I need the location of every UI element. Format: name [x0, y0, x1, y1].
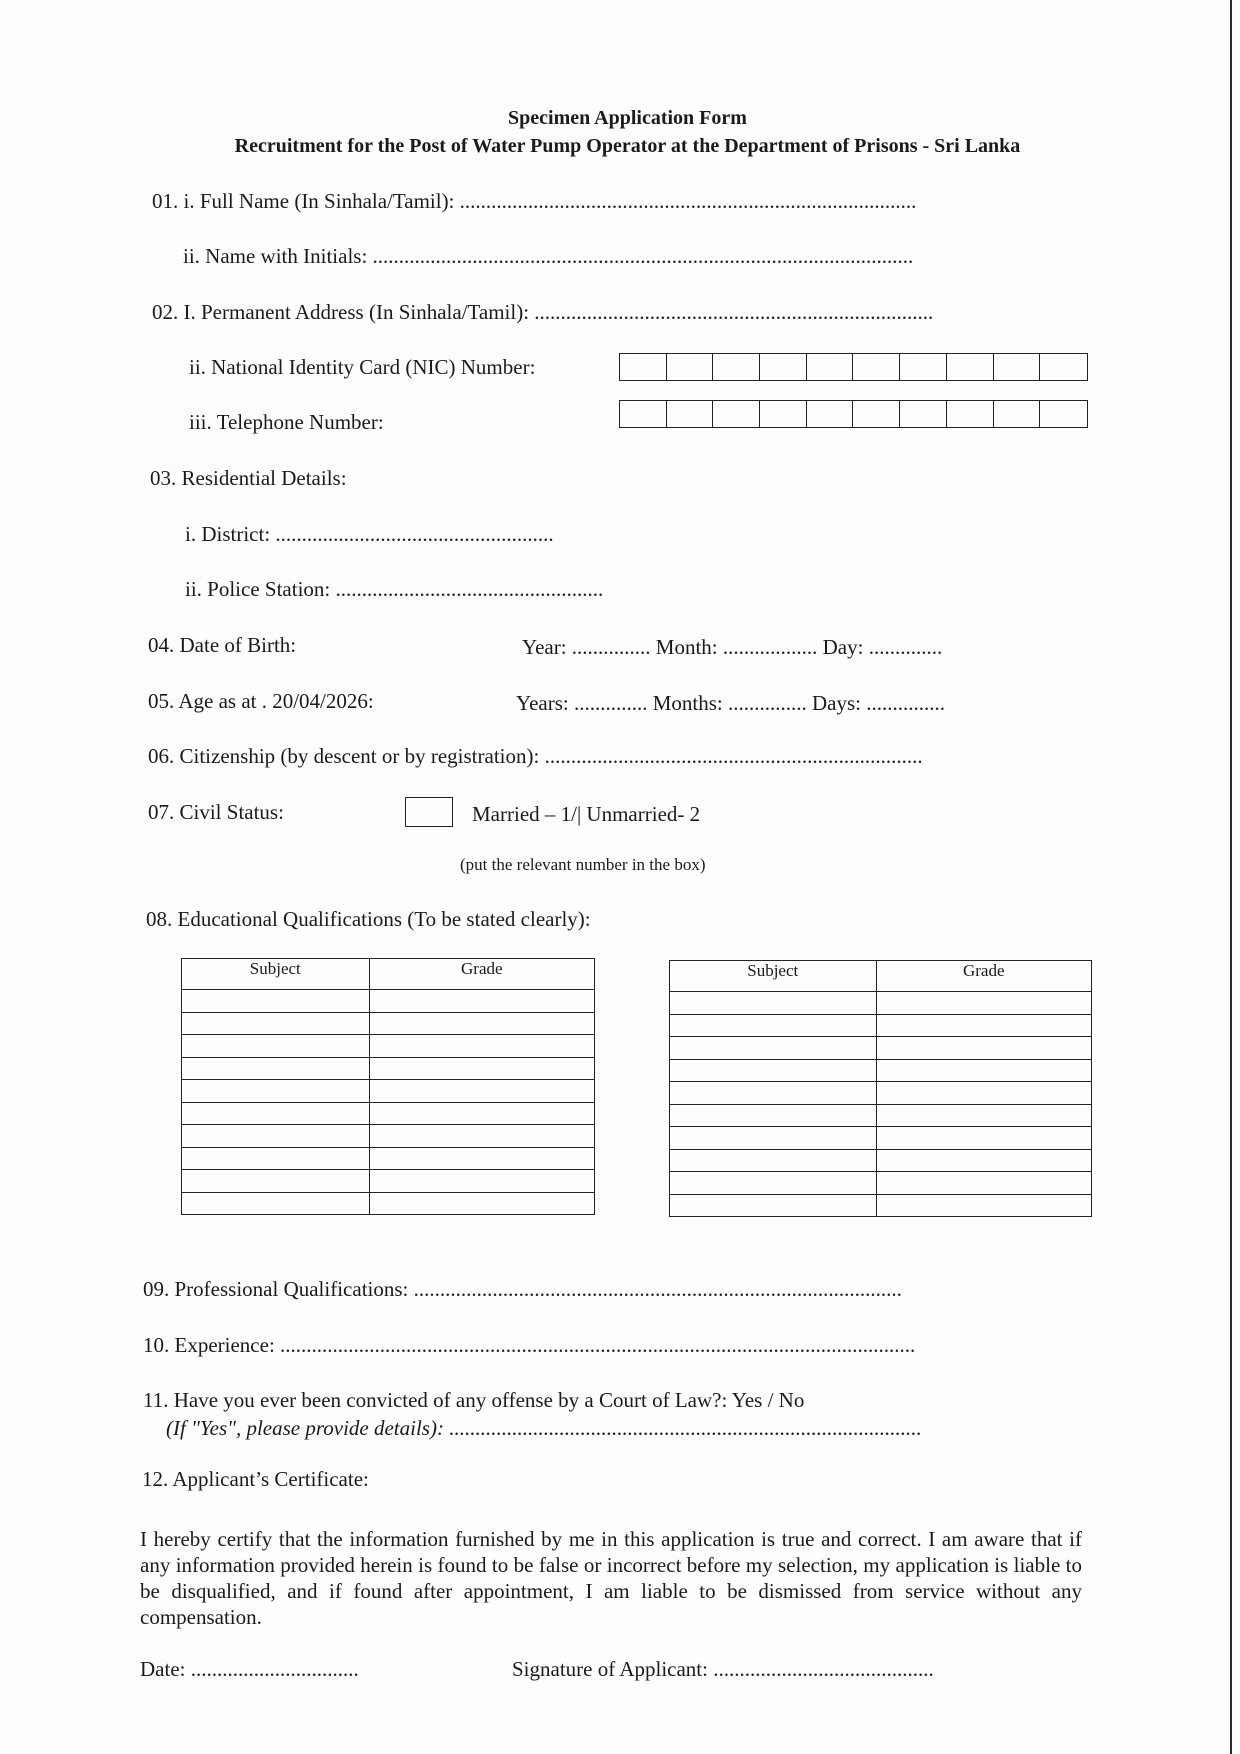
telephone-label: iii. Telephone Number: — [189, 410, 384, 434]
professional-qualifications-field[interactable]: 09. Professional Qualifications: ............................................................................................. — [143, 1277, 902, 1301]
grade-cell[interactable] — [876, 1037, 1091, 1060]
experience-field[interactable]: 10. Experience: ......................................................................................................................... — [143, 1333, 916, 1357]
table-row[interactable] — [670, 1059, 1092, 1082]
subject-cell[interactable] — [182, 1192, 370, 1215]
subject-cell[interactable] — [670, 1194, 877, 1217]
grade-cell[interactable] — [876, 1149, 1091, 1172]
subject-cell[interactable] — [670, 1059, 877, 1082]
subject-cell[interactable] — [182, 990, 370, 1013]
grade-cell[interactable] — [369, 1012, 594, 1035]
subject-cell[interactable] — [182, 1170, 370, 1193]
table-row[interactable] — [182, 1192, 595, 1215]
table-row[interactable] — [670, 1104, 1092, 1127]
subject-cell[interactable] — [182, 1147, 370, 1170]
table-row[interactable] — [182, 1035, 595, 1058]
table-row[interactable] — [182, 990, 595, 1013]
telephone-digit-box[interactable] — [853, 401, 900, 427]
form-subtitle: Recruitment for the Post of Water Pump Operator at the Department of Prisons - Sri Lanka — [234, 135, 1021, 157]
conviction-details-field[interactable]: (If "Yes", please provide details): .......................................................................................... — [166, 1416, 922, 1440]
telephone-digit-box[interactable] — [900, 401, 947, 427]
telephone-digit-box[interactable] — [760, 401, 807, 427]
education-table-left[interactable] — [181, 958, 595, 1215]
subject-cell[interactable] — [182, 1102, 370, 1125]
telephone-digit-box[interactable] — [713, 401, 760, 427]
subject-column-header: Subject — [182, 959, 370, 990]
table-row[interactable] — [182, 1147, 595, 1170]
subject-cell[interactable] — [670, 1149, 877, 1172]
grade-cell[interactable] — [369, 1147, 594, 1170]
table-row[interactable] — [670, 1014, 1092, 1037]
subject-cell[interactable] — [670, 1014, 877, 1037]
table-row[interactable] — [182, 1170, 595, 1193]
grade-cell[interactable] — [876, 1059, 1091, 1082]
grade-cell[interactable] — [876, 1172, 1091, 1195]
nic-label: ii. National Identity Card (NIC) Number: — [189, 355, 536, 379]
table-row[interactable] — [182, 1012, 595, 1035]
grade-cell[interactable] — [876, 1082, 1091, 1105]
nic-digit-box[interactable] — [807, 354, 854, 380]
nic-digit-box[interactable] — [994, 354, 1041, 380]
residential-details-heading: 03. Residential Details: — [150, 466, 347, 490]
subject-cell[interactable] — [670, 1037, 877, 1060]
nic-digit-box[interactable] — [900, 354, 947, 380]
subject-cell[interactable] — [670, 1127, 877, 1150]
nic-digit-box[interactable] — [947, 354, 994, 380]
grade-cell[interactable] — [876, 992, 1091, 1015]
grade-cell[interactable] — [369, 1057, 594, 1080]
table-row[interactable] — [182, 1057, 595, 1080]
nic-digit-box[interactable] — [853, 354, 900, 380]
nic-digit-box[interactable] — [1040, 354, 1087, 380]
grade-cell[interactable] — [876, 1104, 1091, 1127]
table-row[interactable] — [670, 992, 1092, 1015]
age-label: 05. Age as at . 20/04/2026: — [148, 689, 374, 713]
signature-field[interactable]: Signature of Applicant: .......................................... — [512, 1657, 934, 1681]
district-field[interactable]: i. District: ..................................................... — [185, 522, 554, 546]
table-row[interactable] — [670, 1194, 1092, 1217]
education-table-right[interactable] — [669, 960, 1092, 1217]
table-row[interactable] — [182, 1102, 595, 1125]
table-row[interactable] — [670, 1149, 1092, 1172]
full-name-field[interactable]: 01. i. Full Name (In Sinhala/Tamil): ....................................................................................... — [152, 189, 917, 213]
nic-digit-box[interactable] — [620, 354, 667, 380]
scan-edge-line — [1230, 0, 1232, 1754]
grade-cell[interactable] — [369, 1125, 594, 1148]
date-of-birth-label: 04. Date of Birth: — [148, 633, 297, 657]
telephone-number-boxes[interactable] — [619, 400, 1088, 428]
table-row[interactable] — [670, 1037, 1092, 1060]
grade-cell[interactable] — [369, 990, 594, 1013]
nic-number-boxes[interactable] — [619, 353, 1088, 381]
name-with-initials-field[interactable]: ii. Name with Initials: ....................................................................................................... — [183, 244, 914, 268]
nic-digit-box[interactable] — [667, 354, 714, 380]
date-field[interactable]: Date: ................................ — [140, 1657, 359, 1681]
table-row[interactable] — [670, 1082, 1092, 1105]
subject-cell[interactable] — [182, 1035, 370, 1058]
applicant-certificate-heading: 12. Applicant’s Certificate: — [142, 1467, 369, 1491]
telephone-digit-box[interactable] — [807, 401, 854, 427]
subject-cell[interactable] — [182, 1012, 370, 1035]
citizenship-field[interactable]: 06. Citizenship (by descent or by registration): ........................................................................ — [148, 744, 923, 768]
table-row[interactable] — [670, 1127, 1092, 1150]
nic-digit-box[interactable] — [713, 354, 760, 380]
telephone-digit-box[interactable] — [994, 401, 1041, 427]
subject-cell[interactable] — [182, 1125, 370, 1148]
form-title: Specimen Application Form — [508, 107, 747, 129]
subject-cell[interactable] — [670, 992, 877, 1015]
civil-status-label: 07. Civil Status: — [148, 800, 284, 824]
grade-cell[interactable] — [876, 1194, 1091, 1217]
grade-cell[interactable] — [369, 1192, 594, 1215]
conviction-question[interactable]: 11. Have you ever been convicted of any offense by a Court of Law?: Yes / No — [143, 1388, 805, 1412]
grade-cell[interactable] — [369, 1080, 594, 1103]
table-header-row — [182, 959, 595, 990]
grade-cell[interactable] — [369, 1035, 594, 1058]
telephone-digit-box[interactable] — [947, 401, 994, 427]
age-fields[interactable]: Years: .............. Months: ............... Days: ............... — [516, 691, 945, 715]
certificate-paragraph: I hereby certify that the information furnished by me in this application is true and correct. I am aware that if any information provided herein is found to be false or incorrect before my selection, my application is liable to be disqualified, and if found after appointment, I am liable to be dismissed from service without any compensation. — [140, 1527, 1082, 1629]
grade-cell[interactable] — [369, 1102, 594, 1125]
table-row[interactable] — [182, 1080, 595, 1103]
grade-cell[interactable] — [876, 1127, 1091, 1150]
educational-qualifications-heading: 08. Educational Qualifications (To be stated clearly): — [146, 907, 591, 931]
table-row[interactable] — [182, 1125, 595, 1148]
subject-cell[interactable] — [670, 1104, 877, 1127]
telephone-digit-box[interactable] — [620, 401, 667, 427]
subject-cell[interactable] — [182, 1057, 370, 1080]
grade-cell[interactable] — [876, 1014, 1091, 1037]
police-station-field[interactable]: ii. Police Station: ................................................... — [185, 577, 604, 601]
civil-status-box[interactable] — [405, 797, 453, 827]
subject-cell[interactable] — [670, 1172, 877, 1195]
nic-digit-box[interactable] — [760, 354, 807, 380]
grade-column-header: Grade — [876, 961, 1091, 992]
grade-column-header: Grade — [369, 959, 594, 990]
table-row[interactable] — [670, 1172, 1092, 1195]
table-header-row — [670, 961, 1092, 992]
civil-status-note: (put the relevant number in the box) — [460, 855, 706, 874]
civil-status-options: Married – 1/| Unmarried- 2 — [472, 802, 701, 826]
subject-cell[interactable] — [182, 1080, 370, 1103]
grade-cell[interactable] — [369, 1170, 594, 1193]
date-of-birth-fields[interactable]: Year: ............... Month: .................. Day: .............. — [522, 635, 943, 659]
subject-cell[interactable] — [670, 1082, 877, 1105]
telephone-digit-box[interactable] — [667, 401, 714, 427]
subject-column-header: Subject — [670, 961, 877, 992]
telephone-digit-box[interactable] — [1040, 401, 1087, 427]
permanent-address-field[interactable]: 02. I. Permanent Address (In Sinhala/Tamil): ............................................................................ — [152, 300, 934, 324]
